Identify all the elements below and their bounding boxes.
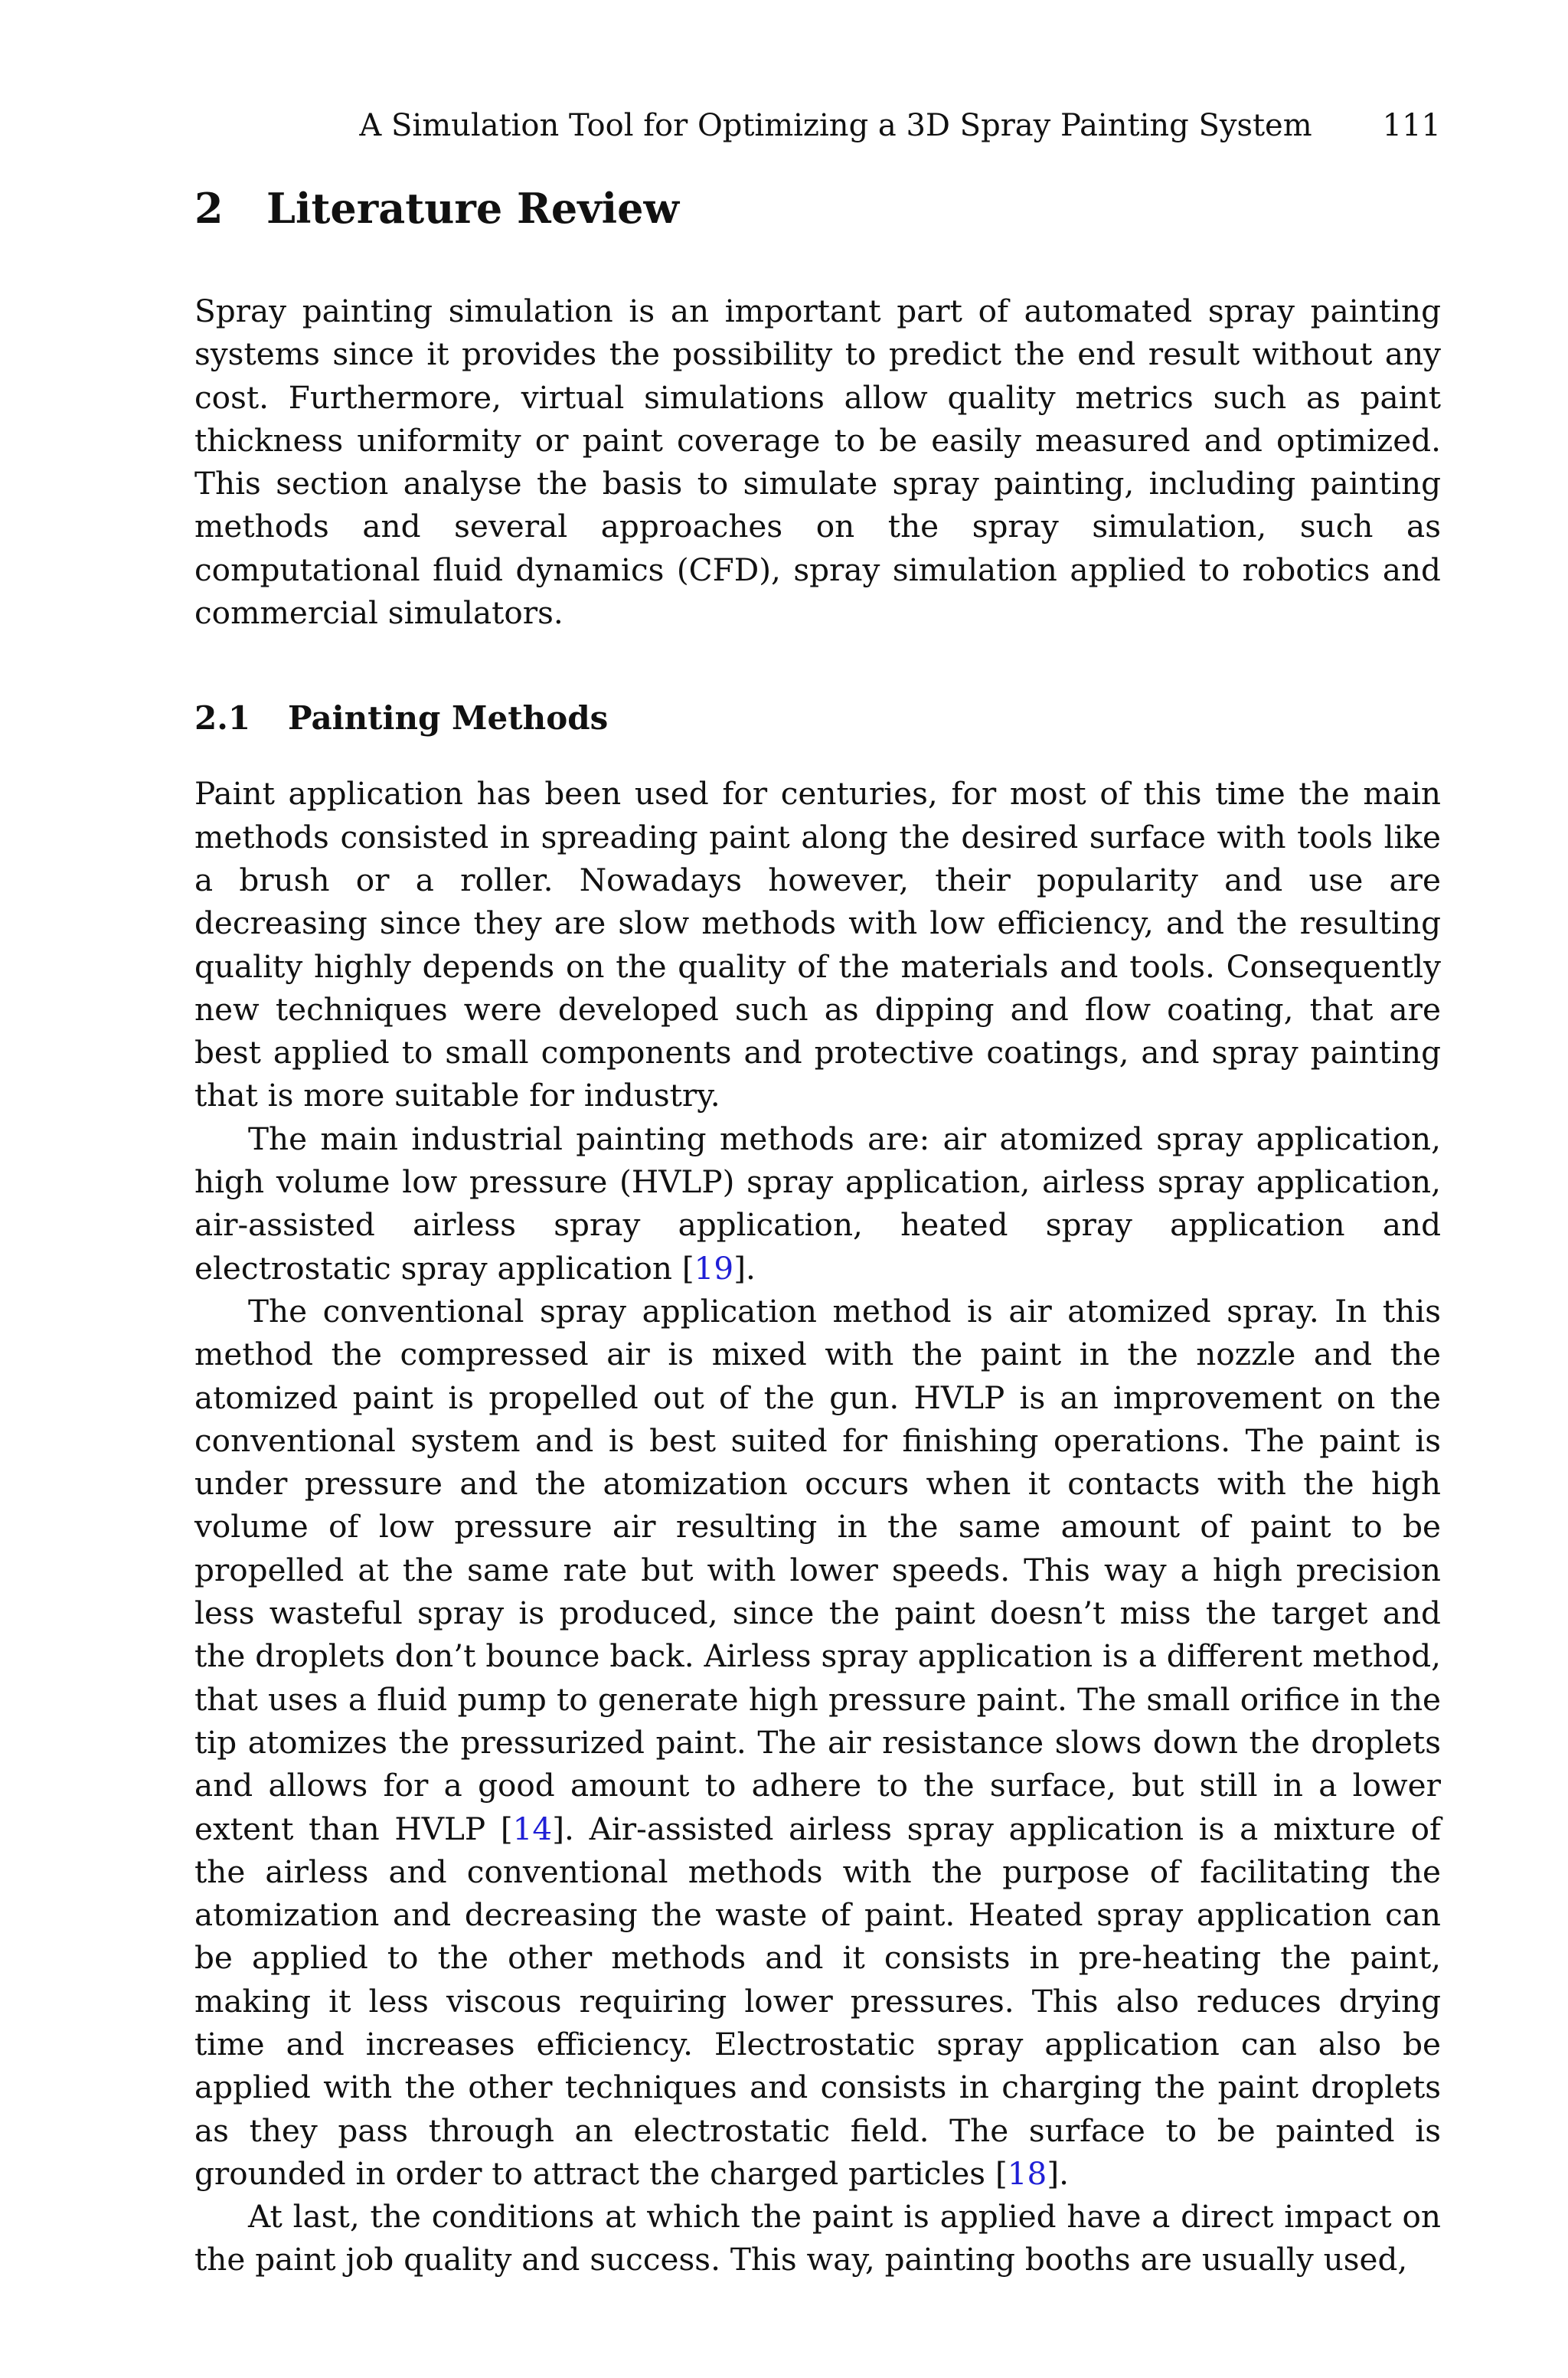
section-heading [194,184,1441,233]
subsection-title: Painting Methods [288,699,609,738]
subsection-number: 2.1 [194,699,251,738]
citation-link-18[interactable]: 18 [1007,2154,1047,2192]
paragraph-4: At last, the conditions at which the paint is applied have a direct impact on the paint job quality and success. This way, painting booths are usually used, [194,2198,1441,2278]
paragraph-3-end: ]. [1047,2154,1069,2192]
running-title: A Simulation Tool for Optimizing a 3D Spray Painting System [359,108,1312,143]
section-title: Literature Review [266,184,679,233]
running-header [194,106,1441,146]
paragraph-3-text-a: The conventional spray application method is air atomized spray. In this method the compressed air is mixed with the paint in the nozzle and the atomized paint is propelled out of the gun. HVLP is an improvement on the conventional system and is best suited for finishing operations. The paint is under pressure and the atomization occurs when it contacts with the high volume of low pressure air resulting in the same amount of paint to be propelled at the same rate but with lower speeds. This way a high precision less wasteful spray is produced, since the paint doesn’t miss the target and the droplets don’t bounce back. Airless spray application is a different method, that uses a fluid pump to generate high pressure paint. The small orifice in the tip atomizes the pressurized paint. The air resistance slows down the droplets and allows for a good amount to adhere to the surface, but still in a lower extent than HVLP [ [194,1292,1441,1847]
citation-link-14[interactable]: 14 [512,1810,553,1847]
subsection-heading [194,698,1441,738]
citation-link-19[interactable]: 19 [694,1249,734,1287]
section-number: 2 [194,184,224,233]
page-number: 111 [1382,108,1441,143]
paragraph-3-text-b: ]. Air-assisted airless spray application is a mixture of the airless and conventional methods with the purpose of facilitating the atomization and decreasing the waste of paint. Heated spray application can be applied to the other methods and it consists in pre-heating the paint, making it less viscous requiring lower pressures. This also reduces drying time and increases efficiency. Electrostatic spray application can also be applied with the other techniques and consists in charging the paint droplets as they pass through an electrostatic field. The surface to be painted is grounded in order to attract the charged particles [ [194,1810,1441,2192]
paragraph-2 [194,1117,1441,1290]
paragraph-2-text: The main industrial painting methods are: air atomized spray application, high volume low pressure (HVLP) spray application, airless spray application, air-assisted airless spray application, heated spray application and electrostatic spray application [ [194,1120,1441,1287]
paragraph-3 [194,1290,1441,2195]
paragraph-1: Paint application has been used for centuries, for most of this time the main methods consisted in spreading paint along the desired surface with tools like a brush or a roller. Nowadays however, their popularity and use are decreasing since they are slow methods with low efficiency, and the resulting quality highly depends on the quality of the materials and tools. Consequently new techniques were developed such as dipping and flow coating, that are best applied to small components and protective coatings, and spray painting that is more suitable for industry. [194,775,1441,1114]
paragraph-2-end: ]. [733,1249,756,1287]
body-column [194,184,1441,2282]
section-intro-paragraph: Spray painting simulation is an important part of automated spray painting systems since it provides the possibility to predict the end result without any cost. Furthermore, virtual simulations allow quality metrics such as paint thickness uniformity or paint coverage to be easily measured and optimized. This section analyse the basis to simulate spray painting, including painting methods and several approaches on the spray simulation, such as computational fluid dynamics (CFD), spray simulation applied to robotics and commercial simulators. [194,293,1441,632]
